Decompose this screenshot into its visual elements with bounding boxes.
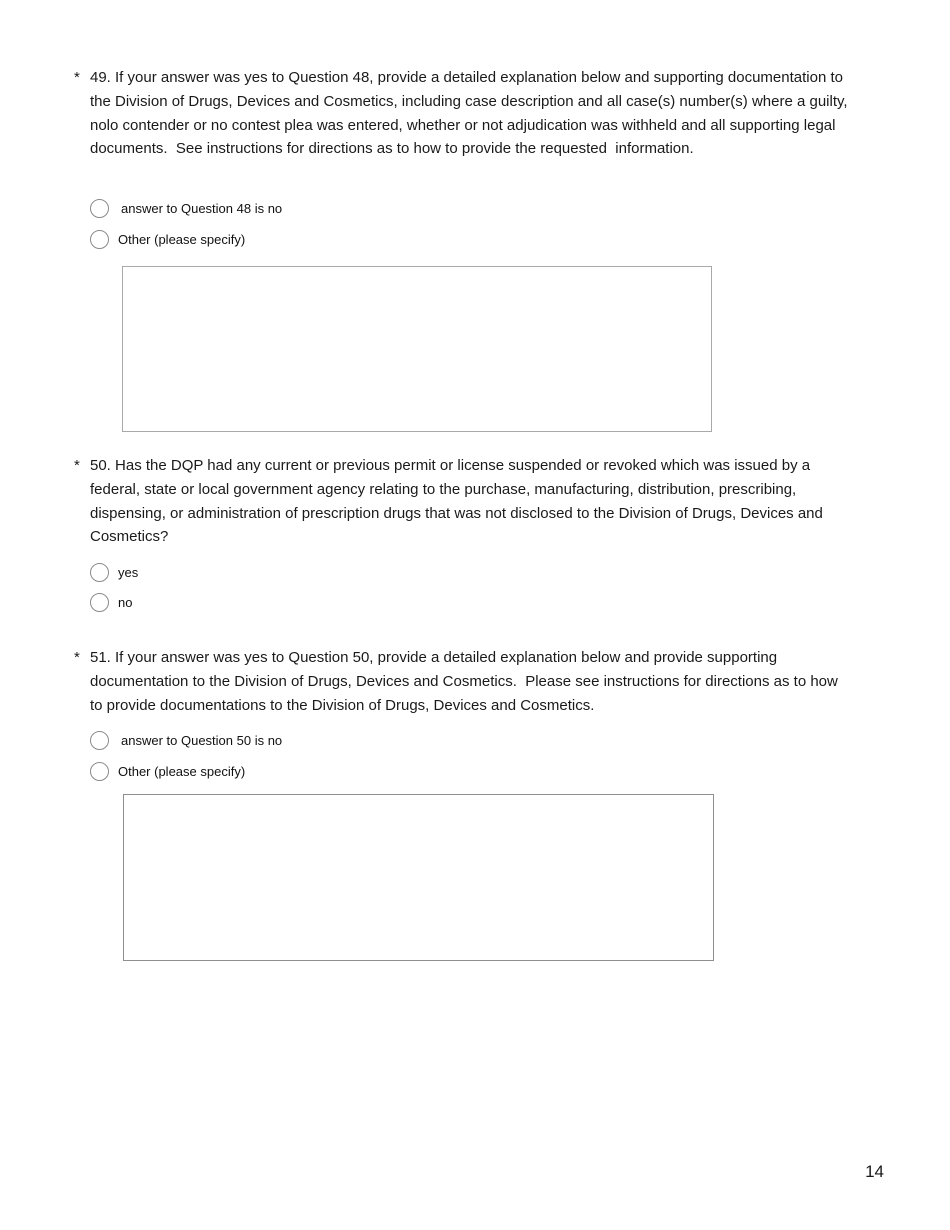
q49-option-answer-no[interactable]	[90, 197, 282, 219]
required-asterisk: *	[74, 649, 80, 666]
option-label: answer to Question 50 is no	[121, 732, 283, 748]
question-49	[74, 66, 854, 161]
q51-option-other[interactable]	[90, 760, 245, 782]
radio-button[interactable]	[90, 731, 109, 750]
required-asterisk: *	[74, 69, 80, 86]
radio-button[interactable]	[90, 230, 109, 249]
option-label: no	[118, 594, 133, 610]
q50-option-no[interactable]	[90, 591, 132, 613]
question-51	[74, 646, 854, 717]
radio-button[interactable]	[90, 563, 109, 582]
option-label: Other (please specify)	[118, 231, 246, 247]
option-label: Other (please specify)	[118, 763, 246, 779]
question-51-text: 51. If your answer was yes to Question 50, provide a detailed explanation below and provide supporting documentation to the Division of Drugs, Devices and Cosmetics. Please see instructions for directions as to how to provide documentations to the Division of Drugs, Devices and Cosmetics.	[90, 649, 843, 714]
required-asterisk: *	[74, 457, 80, 474]
question-49-text: 49. If your answer was yes to Question 48, provide a detailed explanation below and supporting documentation to the Division of Drugs, Devices and Cosmetics, including case description and all case(s) number(s) where a guilty, nolo contender or no contest plea was entered, whether or not adjudication was withheld and all supporting legal documents. See instructions for directions as to how to provide the requested information.	[90, 69, 852, 158]
radio-button[interactable]	[90, 199, 109, 218]
question-50-text: 50. Has the DQP had any current or previous permit or license suspended or revoked which was issued by a federal, state or local government agency relating to the purchase, manufacturing, distribution, prescribing, dispensing, or administration of prescription drugs that was not disclosed to the Division of Drugs, Devices and Cosmetics?	[90, 457, 828, 546]
radio-button[interactable]	[90, 593, 109, 612]
question-50	[74, 454, 854, 549]
q51-other-specify-textarea[interactable]	[123, 794, 714, 961]
q49-other-specify-textarea[interactable]	[122, 266, 712, 432]
page-number: 14	[865, 1162, 884, 1181]
option-label: yes	[118, 564, 139, 580]
option-label: answer to Question 48 is no	[121, 200, 283, 216]
q51-option-answer-no[interactable]	[90, 729, 282, 751]
radio-button[interactable]	[90, 762, 109, 781]
q49-option-other[interactable]	[90, 228, 245, 250]
q50-option-yes[interactable]	[90, 561, 138, 583]
